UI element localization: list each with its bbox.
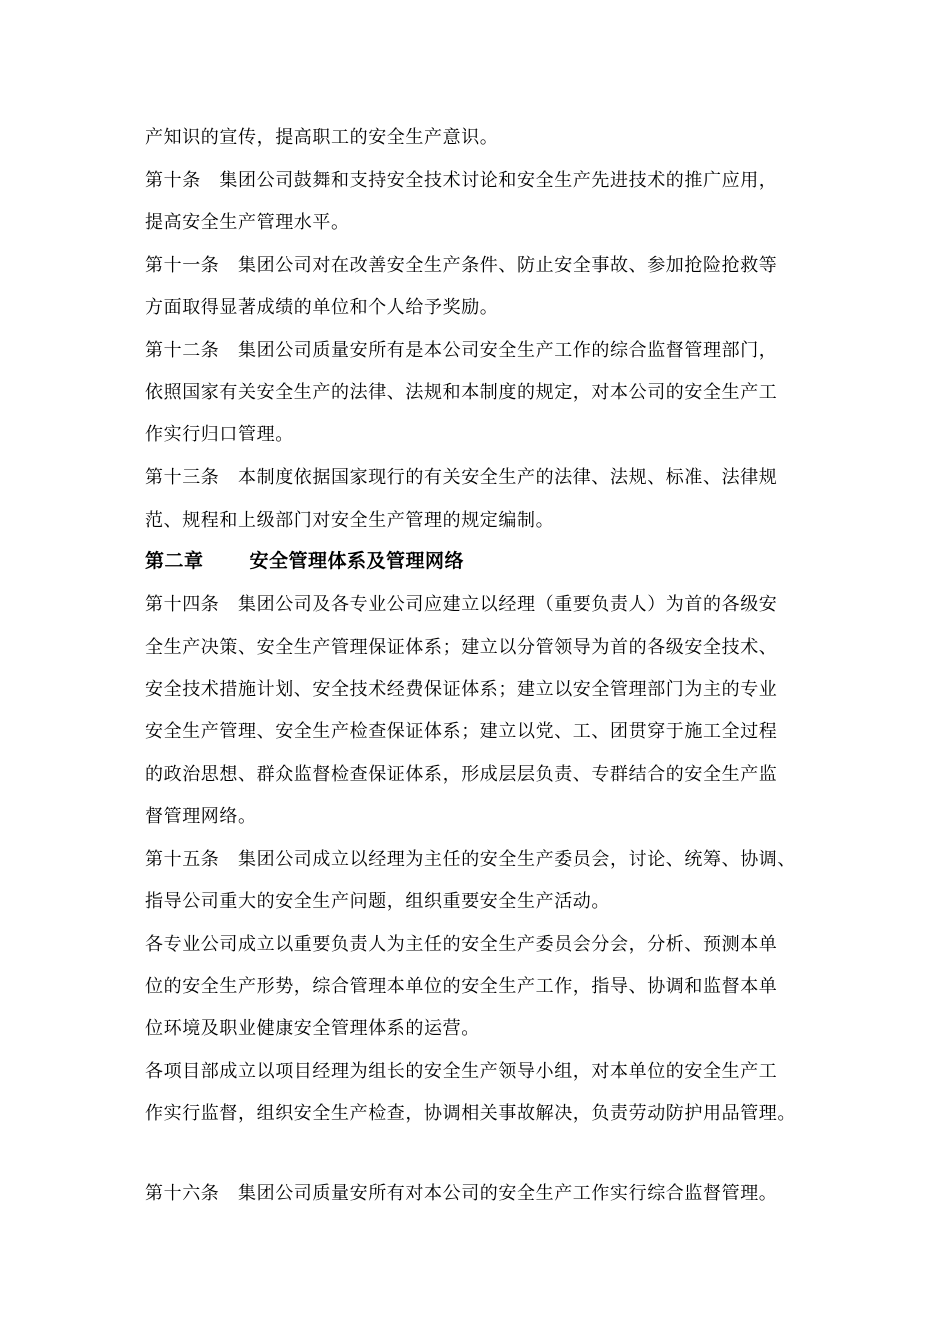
text-line: 安全生产管理、安全生产检查保证体系；建立以党、工、团贯穿于施工全过程 bbox=[145, 721, 778, 742]
text-line: 第十一条 集团公司对在改善安全生产条件、防止安全事故、参加抢险抢救等 bbox=[145, 255, 778, 276]
text-line: 位环境及职业健康安全管理体系的运营。 bbox=[145, 1018, 480, 1039]
text-line: 作实行归口管理。 bbox=[145, 424, 294, 445]
text-line: 安全技术措施计划、安全技术经费保证体系；建立以安全管理部门为主的专业 bbox=[145, 679, 778, 700]
text-line: 督管理网络。 bbox=[145, 806, 257, 827]
text-line: 指导公司重大的安全生产问题，组织重要安全生产活动。 bbox=[145, 891, 610, 912]
chapter-title: 安全管理体系及管理网络 bbox=[249, 550, 465, 572]
text-line: 方面取得显著成绩的单位和个人给予奖励。 bbox=[145, 297, 499, 318]
text-line: 依照国家有关安全生产的法律、法规和本制度的规定，对本公司的安全生产工 bbox=[145, 382, 778, 403]
text-line: 提高安全生产管理水平。 bbox=[145, 212, 350, 233]
text-line: 第十三条 本制度依据国家现行的有关安全生产的法律、法规、标准、法律规 bbox=[145, 467, 778, 488]
chapter-number: 第二章 bbox=[145, 550, 204, 572]
text-line: 产知识的宣传，提高职工的安全生产意识。 bbox=[145, 127, 499, 148]
chapter-heading bbox=[145, 548, 464, 574]
text-line: 位的安全生产形势，综合管理本单位的安全生产工作，指导、协调和监督本单 bbox=[145, 976, 778, 997]
text-line: 各专业公司成立以重要负责人为主任的安全生产委员会分会，分析、预测本单 bbox=[145, 934, 778, 955]
text-line: 范、规程和上级部门对安全生产管理的规定编制。 bbox=[145, 510, 555, 531]
text-line: 第十四条 集团公司及各专业公司应建立以经理（重要负责人）为首的各级安 bbox=[145, 594, 778, 615]
text-line: 各项目部成立以项目经理为组长的安全生产领导小组，对本单位的安全生产工 bbox=[145, 1061, 778, 1082]
text-line: 第十六条 集团公司质量安所有对本公司的安全生产工作实行综合监督管理。 bbox=[145, 1183, 778, 1204]
text-line: 第十条 集团公司鼓舞和支持安全技术讨论和安全生产先进技术的推广应用， bbox=[145, 170, 778, 191]
text-line: 作实行监督，组织安全生产检查，协调相关事故解决，负责劳动防护用品管理。 bbox=[145, 1103, 796, 1124]
text-line: 第十五条 集团公司成立以经理为主任的安全生产委员会，讨论、统筹、协调、 bbox=[145, 849, 796, 870]
text-line: 全生产决策、安全生产管理保证体系；建立以分管领导为首的各级安全技术、 bbox=[145, 637, 778, 658]
text-line: 第十二条 集团公司质量安所有是本公司安全生产工作的综合监督管理部门， bbox=[145, 340, 778, 361]
text-line: 的政治思想、群众监督检查保证体系，形成层层负责、专群结合的安全生产监 bbox=[145, 764, 778, 785]
